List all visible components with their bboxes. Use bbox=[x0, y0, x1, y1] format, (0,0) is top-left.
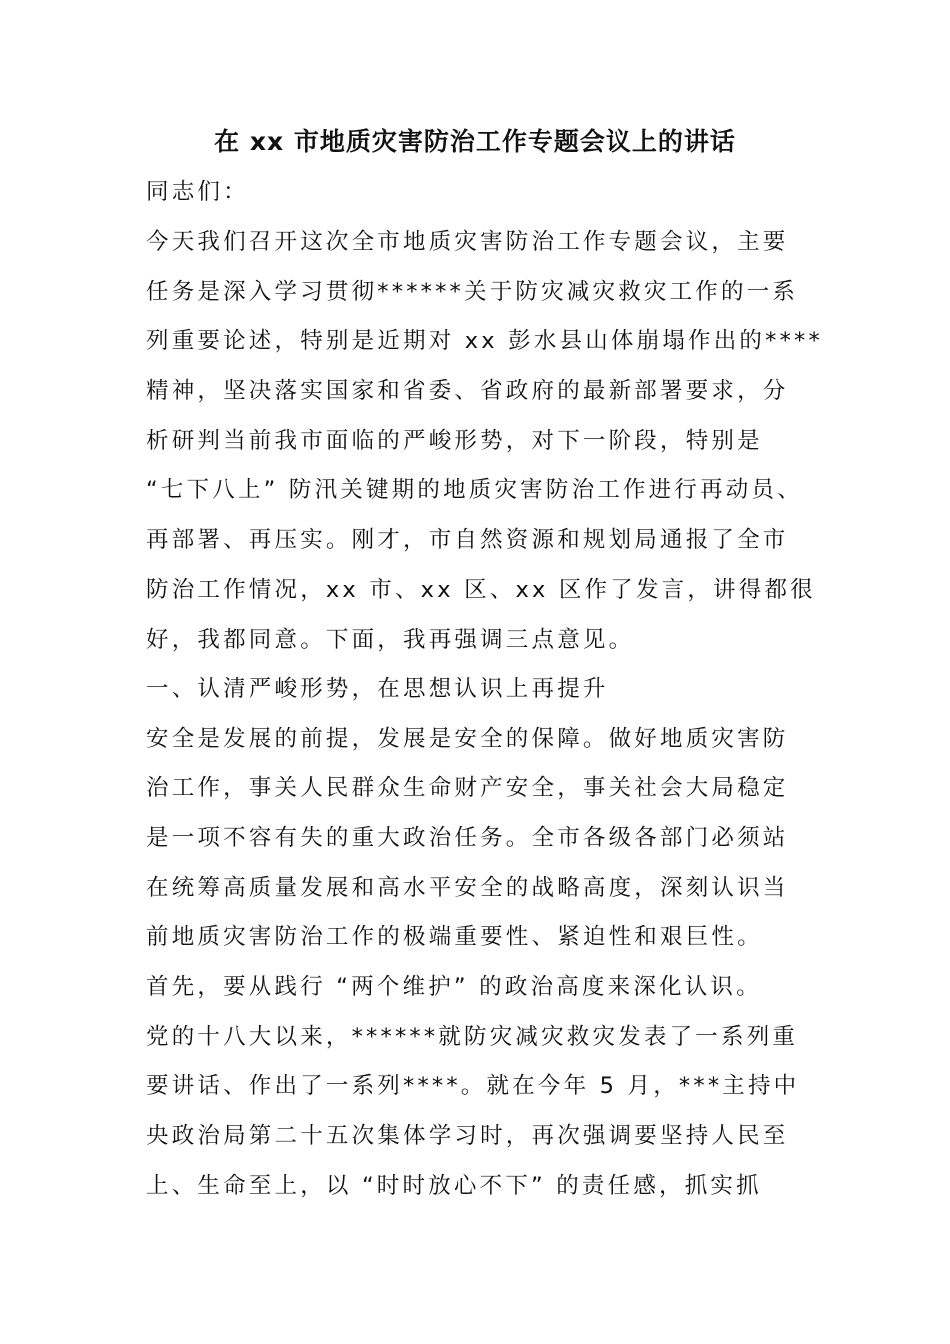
paragraph-line: “七下八上” 防汛关键期的地质灾害防治工作进行再动员、 bbox=[146, 477, 803, 503]
paragraph-line: 央政治局第二十五次集体学习时，再次强调要坚持人民至 bbox=[146, 1123, 789, 1149]
paragraph-line: 再部署、再压实。刚才，市自然资源和规划局通报了全市 bbox=[146, 527, 789, 553]
paragraph-line: 列重要论述，特别是近期对 xx 彭水县山体崩塌作出的**** bbox=[146, 328, 823, 354]
paragraph-line: 治工作，事关人民群众生命财产安全，事关社会大局稳定 bbox=[146, 775, 789, 801]
paragraph-line: 前地质灾害防治工作的极端重要性、紧迫性和艰巨性。 bbox=[146, 924, 763, 950]
paragraph-line: 是一项不容有失的重大政治任务。全市各级各部门必须站 bbox=[146, 825, 789, 851]
paragraph-line: 好，我都同意。下面，我再强调三点意见。 bbox=[146, 627, 635, 653]
paragraph-line: 党的十八大以来，******就防灾减灾救灾发表了一系列重 bbox=[146, 1024, 799, 1050]
paragraph-line: 今天我们召开这次全市地质灾害防治工作专题会议，主要 bbox=[146, 229, 789, 255]
section-heading: 一、认清严峻形势，在思想认识上再提升 bbox=[146, 676, 609, 702]
document-title: 在 xx 市地质灾害防治工作专题会议上的讲话 bbox=[214, 127, 736, 156]
paragraph-line: 首先，要从践行 “两个维护” 的政治高度来深化认识。 bbox=[146, 974, 762, 1000]
paragraph-line: 精神，坚决落实国家和省委、省政府的最新部署要求，分 bbox=[146, 378, 789, 404]
paragraph-line: 上、生命至上，以 “时时放心不下” 的责任感，抓实抓 bbox=[146, 1173, 762, 1199]
paragraph-line: 防治工作情况，xx 市、xx 区、xx 区作了发言，讲得都很 bbox=[146, 577, 816, 603]
paragraph-line: 析研判当前我市面临的严峻形势，对下一阶段，特别是 bbox=[146, 428, 763, 454]
salutation-line: 同志们： bbox=[146, 179, 249, 205]
paragraph-line: 在统筹高质量发展和高水平安全的战略高度，深刻认识当 bbox=[146, 875, 789, 901]
paragraph-line: 安全是发展的前提，发展是安全的保障。做好地质灾害防 bbox=[146, 726, 789, 752]
paragraph-line: 任务是深入学习贯彻******关于防灾减灾救灾工作的一系 bbox=[146, 279, 799, 305]
paragraph-line: 要讲话、作出了一系列****。就在今年 5 月，***主持中 bbox=[146, 1073, 800, 1099]
